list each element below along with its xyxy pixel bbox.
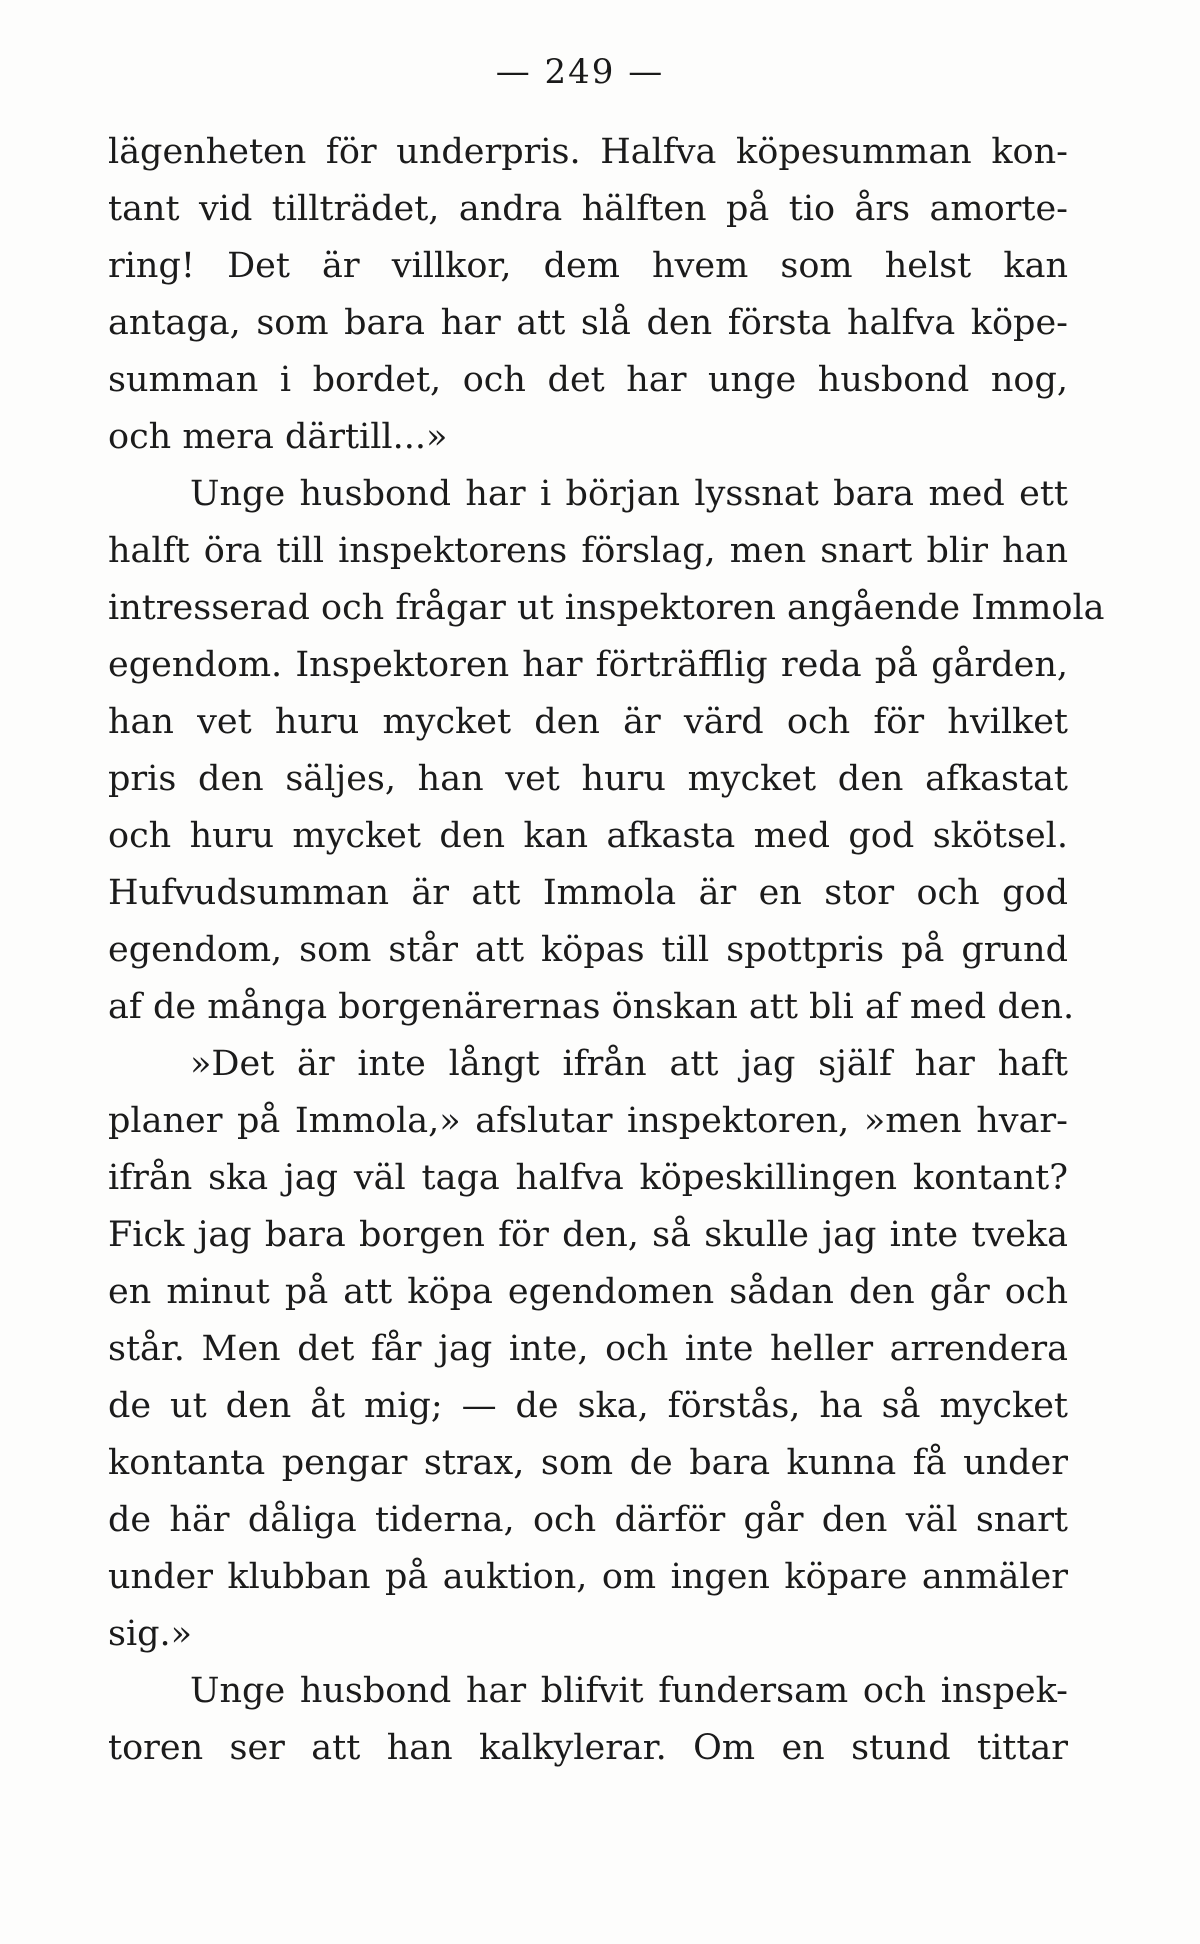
text-line: Fick jag bara borgen för den, så skulle jag inte tveka [108,1215,1068,1255]
text-line: de här dåliga tiderna, och därför går den väl snart [108,1500,1068,1540]
text-line: de ut den åt mig; — de ska, förstås, ha så mycket [108,1386,1068,1426]
text-line: planer på Immola,» afslutar inspektoren, »men hvar- [108,1101,1068,1141]
text-line: ring! Det är villkor, dem hvem som helst kan [108,246,1068,286]
text-line: intresserad och frågar ut inspektoren angående Immola [108,588,1105,628]
text-line: och huru mycket den kan afkasta med god skötsel. [108,816,1068,856]
text-line: sig.» [108,1614,193,1654]
text-line: han vet huru mycket den är värd och för hvilket [108,702,1068,742]
text-line: kontanta pengar strax, som de bara kunna få under [108,1443,1068,1483]
text-line: och mera därtill...» [108,417,448,457]
text-line: Hufvudsumman är att Immola är en stor och god [108,873,1068,913]
text-line: Unge husbond har i början lyssnat bara med ett [190,474,1068,514]
text-line: lägenheten för underpris. Halfva köpesumman kon- [108,132,1068,172]
text-line: antaga, som bara har att slå den första halfva köpe- [108,303,1068,343]
text-line: står. Men det får jag inte, och inte heller arrendera [108,1329,1068,1369]
body-text [108,124,1105,1777]
text-line: egendom. Inspektoren har förträfflig reda på gården, [108,645,1068,685]
text-line: summan i bordet, och det har unge husbond nog, [108,360,1068,400]
text-line: pris den säljes, han vet huru mycket den afkastat [108,759,1068,799]
page-number: — 249 — [495,52,665,92]
text-line: tant vid tillträdet, andra hälften på tio års amorte- [108,189,1068,229]
text-line: af de många borgenärernas önskan att bli af med den. [108,987,1075,1027]
text-line: Unge husbond har blifvit fundersam och inspek- [190,1671,1068,1711]
text-line: en minut på att köpa egendomen sådan den går och [108,1272,1068,1312]
text-line: halft öra till inspektorens förslag, men snart blir han [108,531,1068,571]
text-line: toren ser att han kalkylerar. Om en stund tittar [108,1728,1068,1768]
text-line: »Det är inte långt ifrån att jag själf har haft [190,1044,1068,1084]
text-line: under klubban på auktion, om ingen köpare anmäler [108,1557,1068,1597]
text-line: egendom, som står att köpas till spottpris på grund [108,930,1068,970]
text-line: ifrån ska jag väl taga halfva köpeskillingen kontant? [108,1158,1068,1198]
